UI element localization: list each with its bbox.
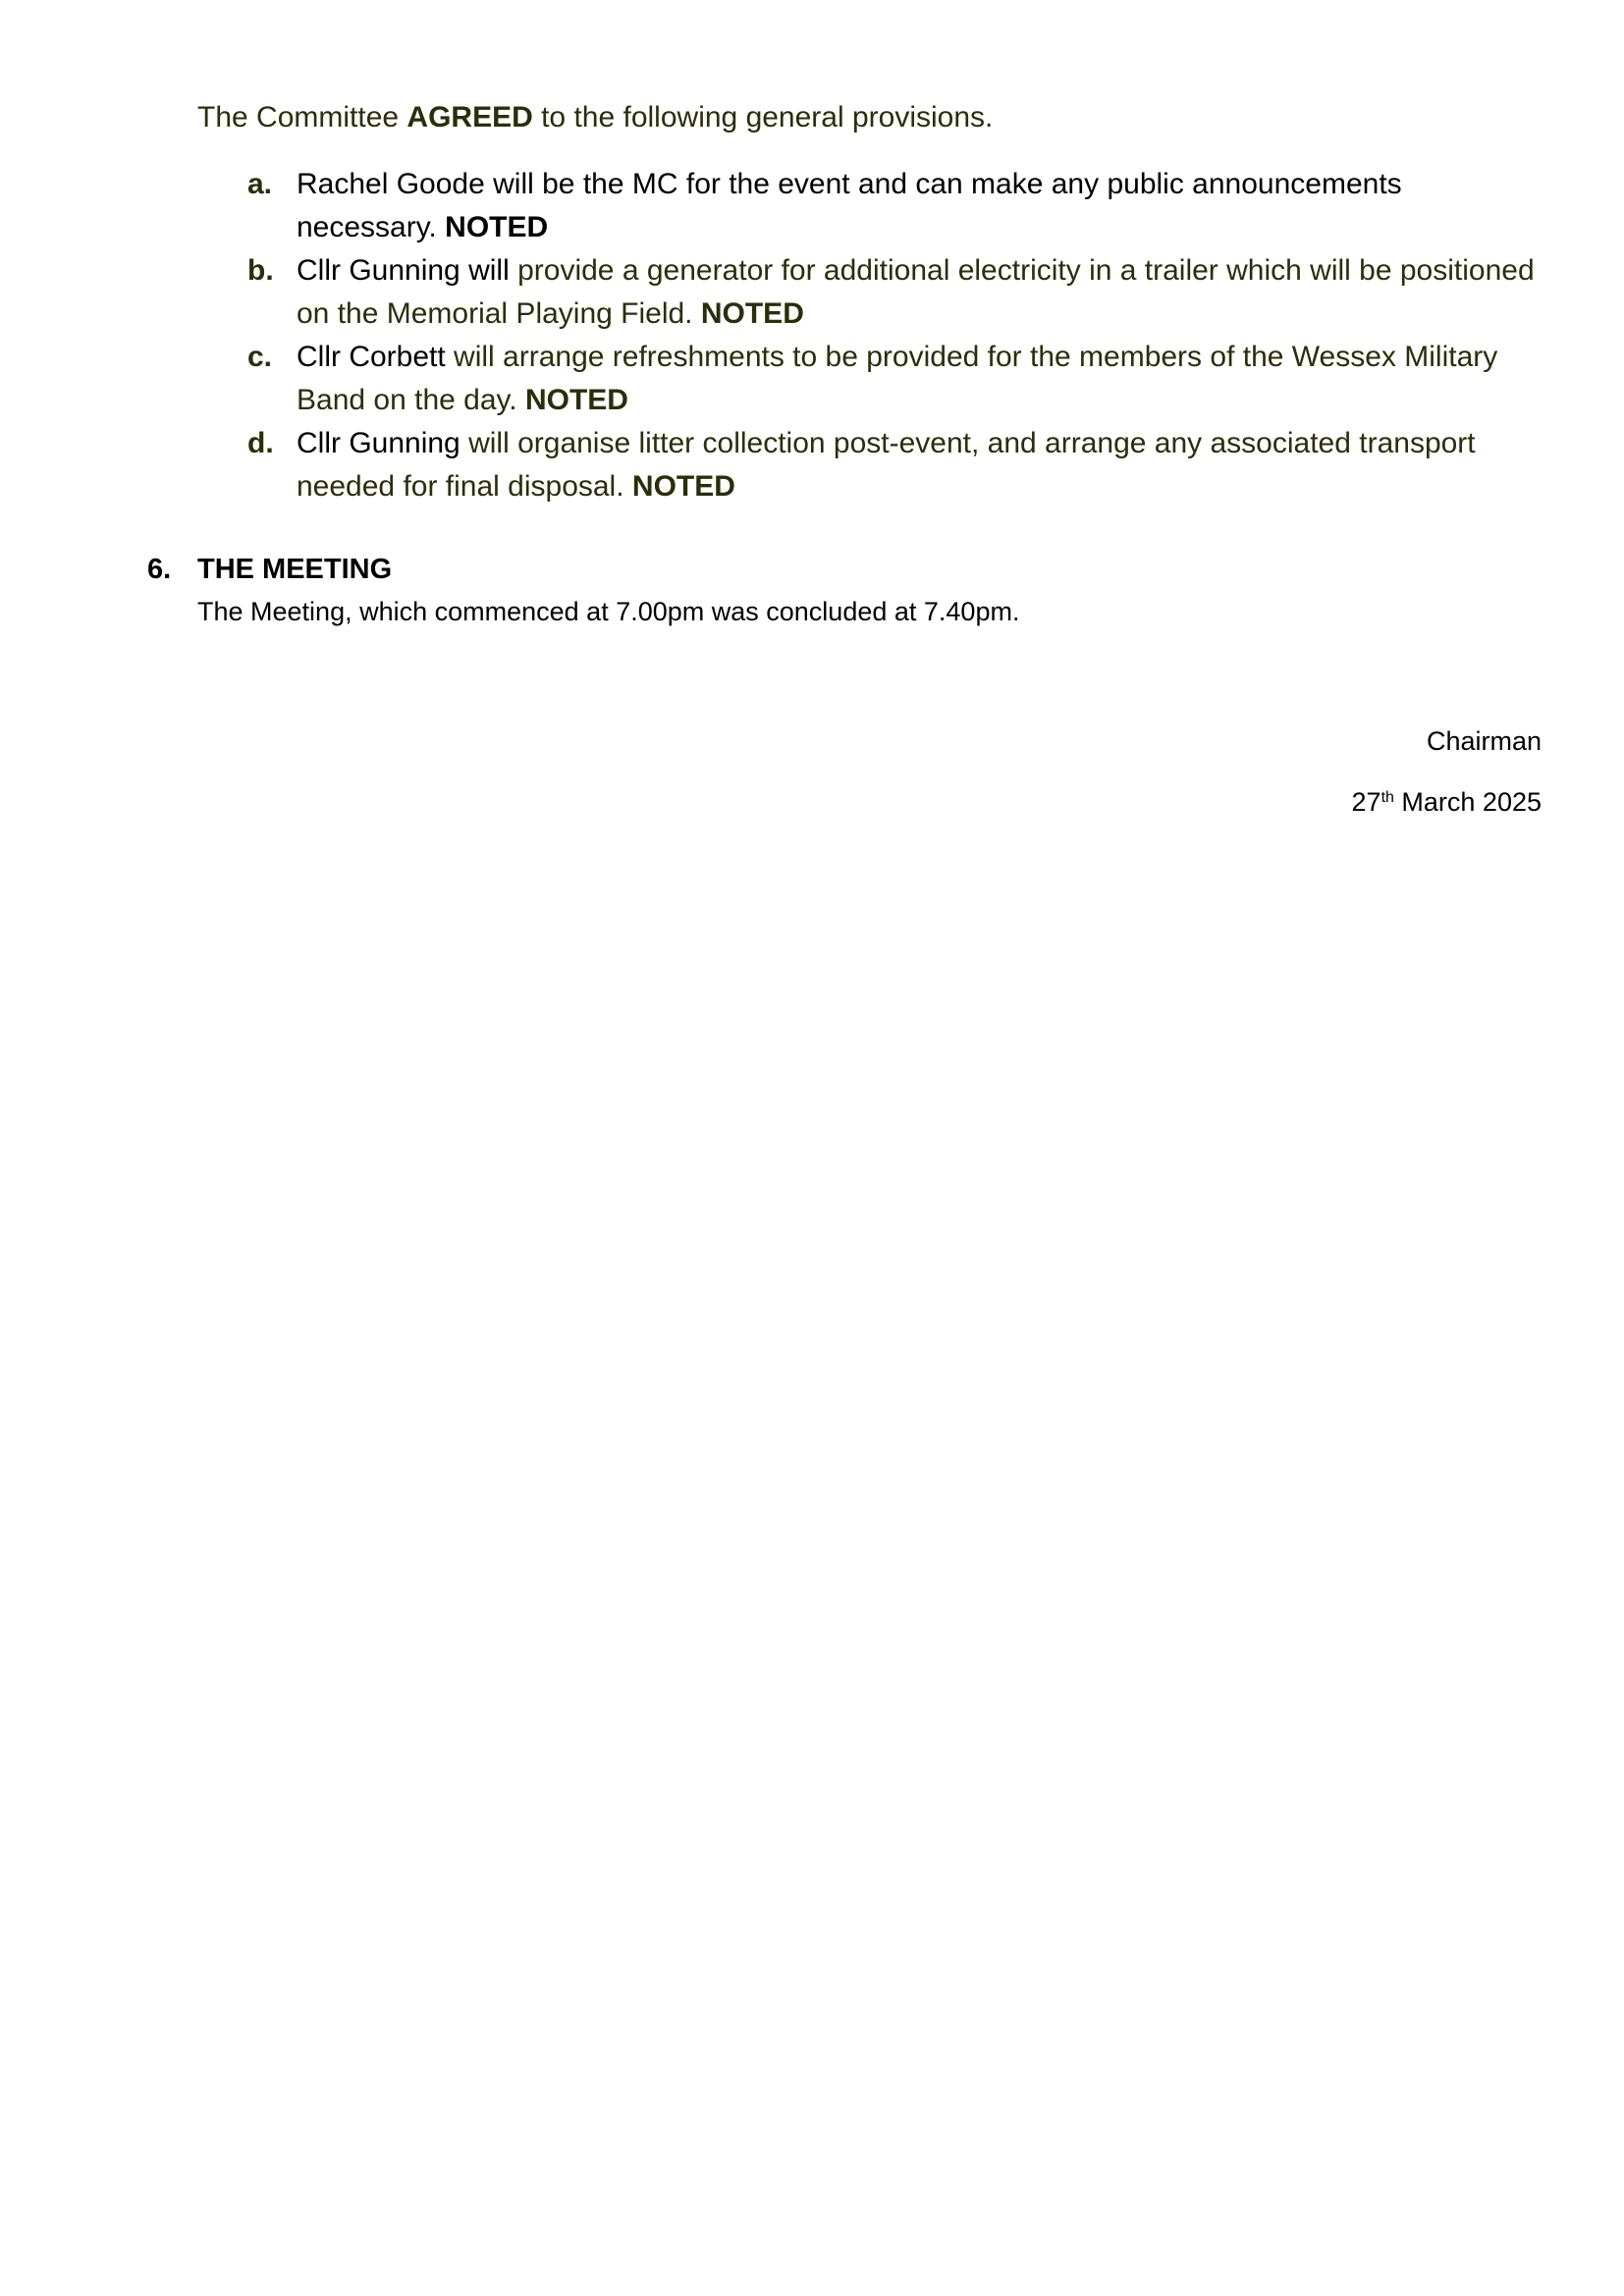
provision-marker: c. (247, 341, 273, 373)
provisions-list (247, 163, 1543, 508)
section-number: 6. (147, 554, 172, 585)
section-heading (147, 550, 392, 589)
provision-status: NOTED (445, 211, 549, 243)
provision-item-d (247, 422, 1543, 508)
provision-item-a (247, 163, 1543, 249)
provision-lead-text: Cllr Corbett (297, 341, 446, 373)
date-day: 27 (1351, 787, 1381, 817)
date-ordinal-suffix: th (1380, 789, 1394, 806)
intro-suffix: to the following general provisions. (532, 101, 994, 133)
section-title: THE MEETING (197, 554, 393, 585)
provision-body-text: will arrange refreshments to be provided for the members of the Wessex Military Band on the day. (297, 341, 1498, 416)
date-month-year: March 2025 (1393, 787, 1542, 817)
signature-title: Chairman (1426, 726, 1542, 756)
provision-lead-text: Cllr Gunning (297, 427, 460, 459)
provision-body-text: will organise litter collection post-event, and arrange any associated transport needed for final disposal. (297, 427, 1476, 503)
provision-item-c (247, 336, 1543, 422)
section-body-text: The Meeting, which commenced at 7.00pm was concluded at 7.40pm. (197, 597, 1020, 626)
intro-prefix: The Committee (197, 101, 407, 133)
agreement-intro (197, 96, 1513, 139)
provision-lead-text: Cllr Gunning will (297, 254, 510, 287)
provision-marker: b. (247, 254, 274, 287)
provision-body-text: provide a generator for additional electricity in a trailer which will be positioned on the Memorial Playing Field. (297, 254, 1535, 330)
provision-item-b (247, 249, 1543, 336)
provision-marker: a. (247, 168, 273, 200)
provision-lead-text: Rachel Goode will be the MC for the event and can make any public announcements necessary. (297, 168, 1402, 243)
signature-date (1352, 783, 1542, 821)
provision-status: NOTED (631, 470, 735, 503)
provision-marker: d. (247, 427, 274, 459)
intro-agreed-emphasis: AGREED (406, 101, 533, 133)
provision-status: NOTED (700, 297, 804, 330)
provision-status: NOTED (524, 384, 628, 416)
